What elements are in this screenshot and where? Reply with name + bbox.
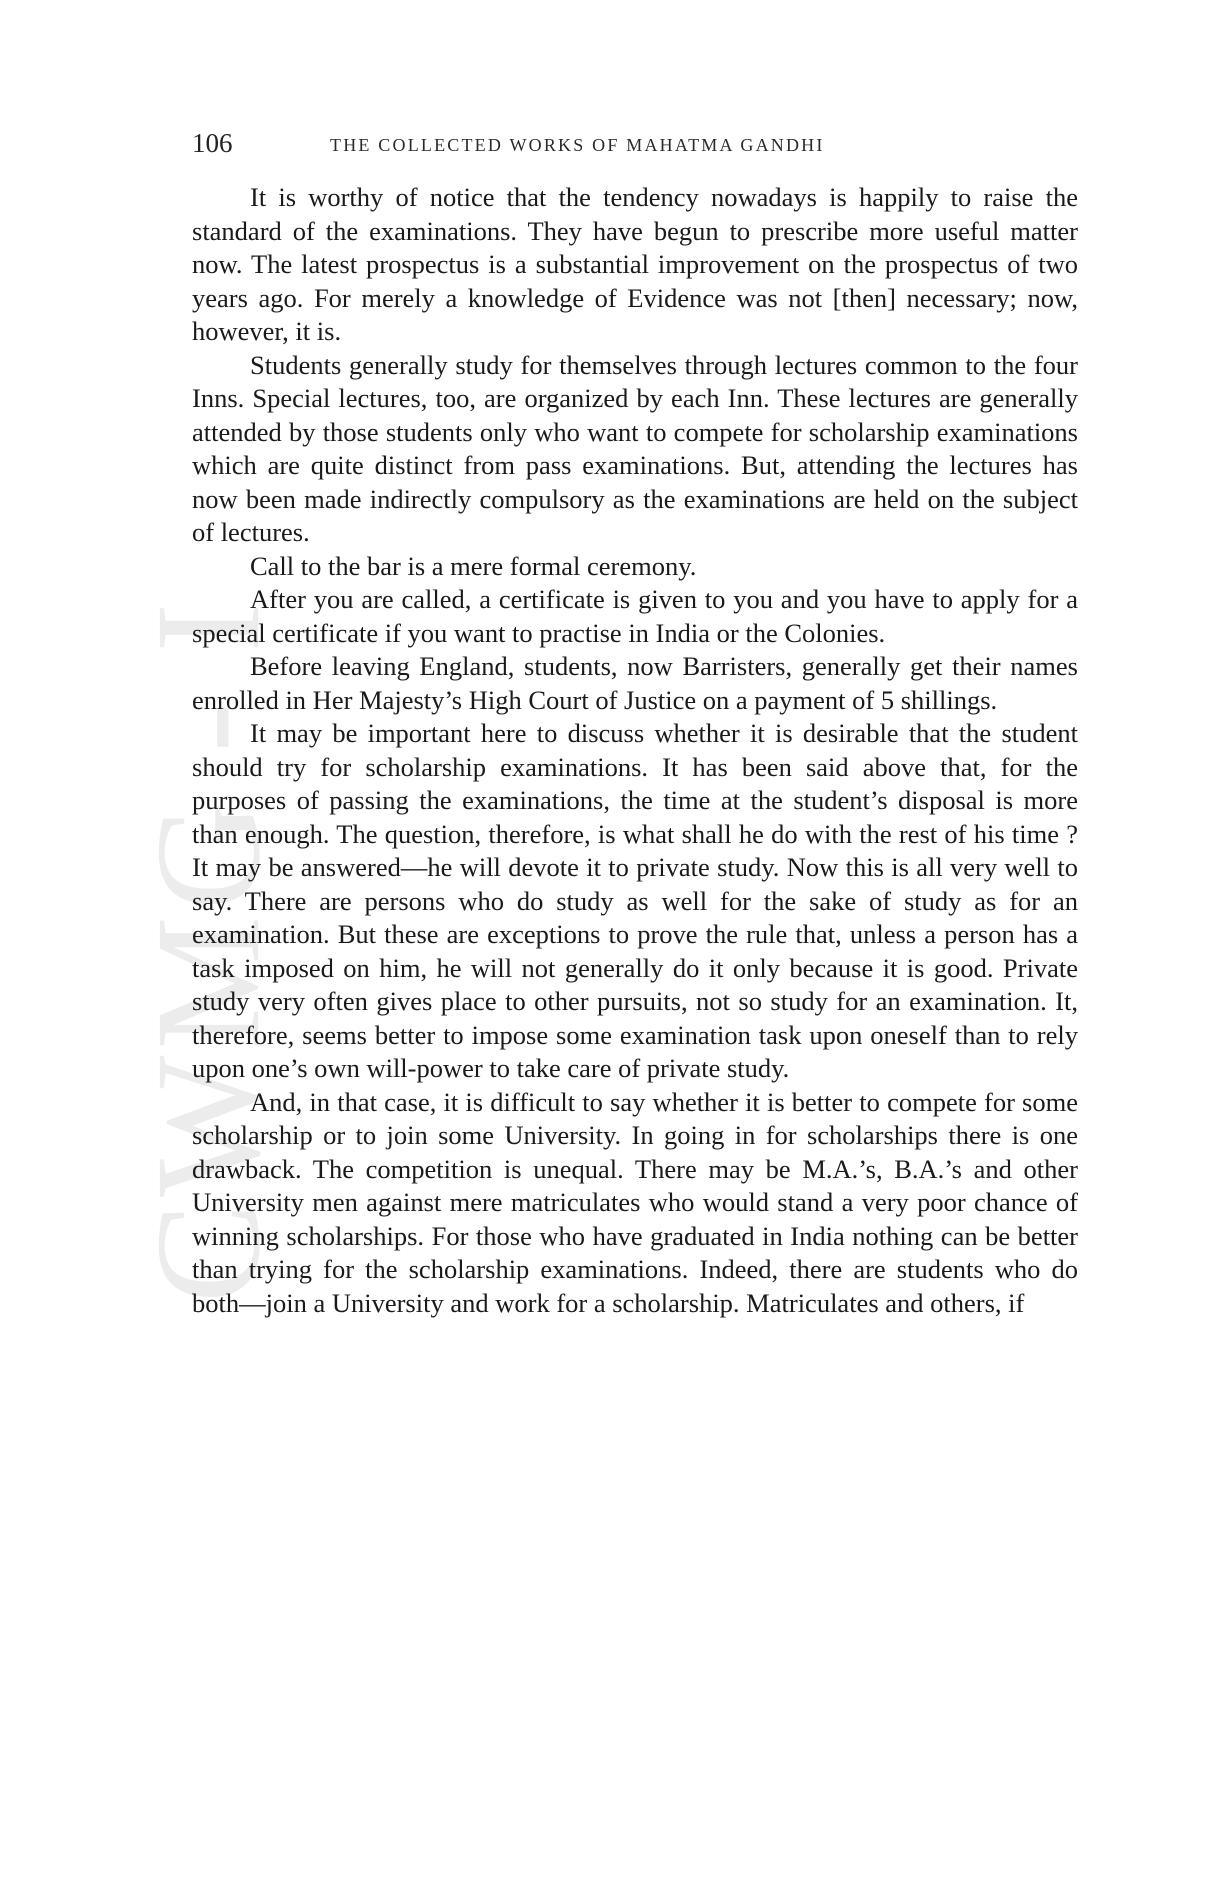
paragraph: Call to the bar is a mere formal ceremony. <box>250 550 697 581</box>
page-header <box>192 128 1082 168</box>
paragraph: After you are called, a certificate is given to you and you have to apply for a special certificate if you want to practise in India or the Colonies. <box>192 584 1078 648</box>
watermark-text: CWMG - I <box>125 596 292 1304</box>
paragraph: It may be important here to discuss whether it is desirable that the student should try for scholarship examinations. It has been said above that, for the purposes of passing the examinations, the time at the student’s disposal is more than enough. The question, therefore, is what shall he do with the rest of his time ? It may be answered—he will devote it to private study. Now this is all very well to say. There are persons who do study as well for the sake of study as for an examination. But these are exceptions to prove the rule that, unless a person has a task imposed on him, he will not generally do it only because it is good. Private study very often gives place to other pursuits, not so study for an examination. It, therefore, seems better to impose some examination task upon oneself than to rely upon one’s own will-power to take care of private study. <box>192 718 1078 1083</box>
running-title: THE COLLECTED WORKS OF MAHATMA GANDHI <box>330 135 825 155</box>
paragraph: Before leaving England, students, now Barristers, generally get their names enrolled in Her Majesty’s High Court of Justice on a payment of 5 shillings. <box>192 651 1078 715</box>
paragraph: And, in that case, it is difficult to say whether it is better to compete for some scholarship or to join some University. In going in for scholarships there is one drawback. The competition is unequal. There may be M.A.’s, B.A.’s and other University men against mere matriculates who would stand a very poor chance of winning scholarships. For those who have graduated in India nothing can be better than trying for the scholarship examinations. Indeed, there are students who do both—join a University and work for a scholarship. Matriculates and others, if <box>192 1086 1078 1318</box>
paragraph: It is worthy of notice that the tendency nowadays is happily to raise the standard of the examinations. They have begun to prescribe more useful matter now. The latest prospectus is a substantial improvement on the prospectus of two years ago. For merely a knowledge of Evidence was not [then] necessary; now, however, it is. <box>192 182 1078 346</box>
body-text <box>192 181 1078 1320</box>
page-number: 106 <box>192 128 233 158</box>
paragraph: Students generally study for themselves through lectures common to the four Inns. Special lectures, too, are organized by each Inn. These lectures are generally attended by those students only who want to compete for scholarship examinations which are quite distinct from pass examinations. But, attending the lectures has now been made indirectly compulsory as the examinations are held on the subject of lectures. <box>192 349 1078 547</box>
